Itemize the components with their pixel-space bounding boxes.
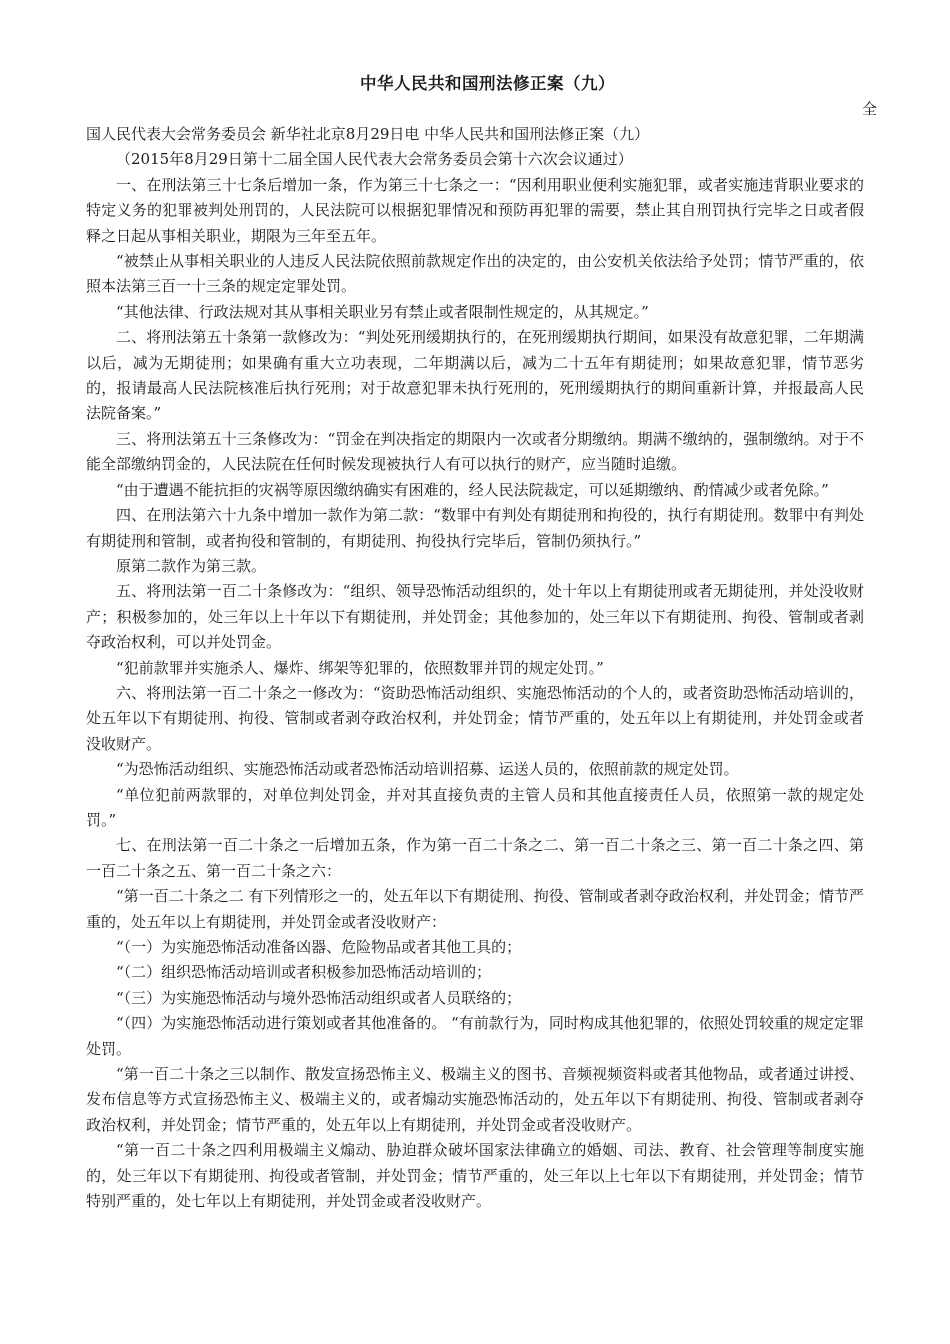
paragraph: 七、在刑法第一百二十条之一后增加五条，作为第一百二十条之二、第一百二十条之三、第一百二十条之四、第一百二十条之五、第一百二十条之六：	[86, 836, 864, 880]
paragraph: “单位犯前两款罪的，对单位判处罚金，并对其直接负责的主管人员和其他直接责任人员，依照第一款的规定处罚。”	[86, 785, 864, 829]
paragraph: “为恐怖活动组织、实施恐怖活动或者恐怖活动培训招募、运送人员的，依照前款的规定处罚。	[116, 760, 739, 779]
document-title: 中华人民共和国刑法修正案（九）	[360, 74, 615, 93]
paragraph: 一、在刑法第三十七条后增加一条，作为第三十七条之一：“因利用职业便利实施犯罪，或者实施违背职业要求的特定义务的犯罪被判处刑罚的，人民法院可以根据犯罪情况和预防再犯罪的需要，禁止其自刑罚执行完毕之日或者假释之日起从事相关职业，期限为三年至五年。	[86, 175, 864, 245]
paragraph: 国人民代表大会常务委员会 新华社北京8月29日电 中华人民共和国刑法修正案（九）	[86, 125, 650, 143]
paragraph: “其他法律、行政法规对其从事相关职业另有禁止或者限制性规定的，从其规定。”	[116, 302, 649, 321]
paragraph: “（四）为实施恐怖活动进行策划或者其他准备的。 “有前款行为，同时构成其他犯罪的，依照处罚较重的规定定罪处罚。	[86, 1014, 864, 1058]
paragraph: “（一）为实施恐怖活动准备凶器、危险物品或者其他工具的；	[116, 938, 522, 956]
document-body	[86, 122, 864, 1214]
paragraph: （2015年8月29日第十二届全国人民代表大会常务委员会第十六次会议通过）	[116, 150, 633, 169]
paragraph: 五、将刑法第一百二十条修改为：“组织、领导恐怖活动组织的，处十年以上有期徒刑或者无期徒刑，并处没收财产；积极参加的，处三年以上十年以下有期徒刑，并处罚金；其他参加的，处三年以下有期徒刑、拘役、管制或者剥夺政治权利，可以并处罚金。	[86, 582, 864, 652]
paragraph: “第一百二十条之三以制作、散发宣扬恐怖主义、极端主义的图书、音频视频资料或者其他物品，或者通过讲授、发布信息等方式宣扬恐怖主义、极端主义的，或者煽动实施恐怖活动的，处五年以下有期徒刑、拘役、管制或者剥夺政治权利，并处罚金；情节严重的，处五年以上有期徒刑，并处罚金或者没收财产。	[86, 1065, 864, 1134]
paragraph: “第一百二十条之四利用极端主义煽动、胁迫群众破坏国家法律确立的婚姻、司法、教育、社会管理等制度实施的，处三年以下有期徒刑、拘役或者管制，并处罚金；情节严重的，处三年以上七年以下有期徒刑，并处罚金；情节特别严重的，处七年以上有期徒刑，并处罚金或者没收财产。	[86, 1141, 864, 1211]
paragraph: 二、将刑法第五十条第一款修改为：“判处死刑缓期执行的，在死刑缓期执行期间，如果没有故意犯罪，二年期满以后，减为无期徒刑；如果确有重大立功表现，二年期满以后，减为二十五年有期徒刑；如果故意犯罪，情节恶劣的，报请最高人民法院核准后执行死刑；对于故意犯罪未执行死刑的，死刑缓期执行的期间重新计算，并报最高人民法院备案。”	[86, 328, 864, 423]
paragraph: “（二）组织恐怖活动培训或者积极参加恐怖活动培训的；	[116, 963, 492, 982]
paragraph: 四、在刑法第六十九条中增加一款作为第二款：“数罪中有判处有期徒刑和拘役的，执行有期徒刑。数罪中有判处有期徒刑和管制，或者拘役和管制的，有期徒刑、拘役执行完毕后，管制仍须执行。”	[86, 506, 864, 550]
paragraph: “（三）为实施恐怖活动与境外恐怖活动组织或者人员联络的；	[116, 988, 522, 1007]
paragraph: 原第二款作为第三款。	[116, 556, 267, 575]
corner-text: 全	[862, 100, 878, 118]
paragraph: 三、将刑法第五十三条修改为：“罚金在判决指定的期限内一次或者分期缴纳。期满不缴纳的，强制缴纳。对于不能全部缴纳罚金的，人民法院在任何时候发现被执行人有可以执行的财产，应当随时追缴。	[86, 429, 864, 474]
paragraph: “由于遭遇不能抗拒的灾祸等原因缴纳确实有困难的，经人民法院裁定，可以延期缴纳、酌情减少或者免除。”	[116, 480, 829, 499]
paragraph: “被禁止从事相关职业的人违反人民法院依照前款规定作出的决定的，由公安机关依法给予处罚；情节严重的，依照本法第三百一十三条的规定定罪处罚。	[86, 252, 864, 296]
paragraph: 六、将刑法第一百二十条之一修改为：“资助恐怖活动组织、实施恐怖活动的个人的，或者资助恐怖活动培训的，处五年以下有期徒刑、拘役、管制或者剥夺政治权利，并处罚金；情节严重的，处五年以上有期徒刑，并处罚金或者没收财产。	[86, 683, 864, 753]
paragraph: “犯前款罪并实施杀人、爆炸、绑架等犯罪的，依照数罪并罚的规定处罚。”	[116, 658, 604, 677]
paragraph: “第一百二十条之二 有下列情形之一的，处五年以下有期徒刑、拘役、管制或者剥夺政治权利，并处罚金；情节严重的，处五年以上有期徒刑，并处罚金或者没收财产：	[86, 887, 864, 931]
